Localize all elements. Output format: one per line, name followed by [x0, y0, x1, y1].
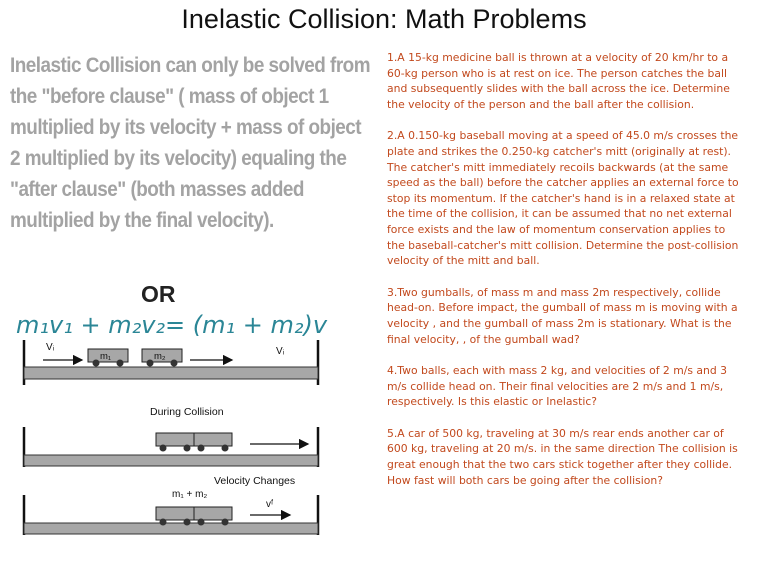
- wheel: [147, 360, 154, 367]
- problem-item: 4.Two balls, each with mass 2 kg, and velocities of 2 m/s and 3 m/s collide head on. Their final velocities are 2 m/s and 1 m/s, respectively. Is this elastic or Inelastic?: [387, 364, 728, 409]
- wheel: [222, 445, 229, 452]
- wheel: [198, 445, 205, 452]
- wheel: [184, 519, 191, 526]
- velocity-changes-label: Velocity Changes: [214, 475, 296, 487]
- cart-m2: [194, 507, 232, 520]
- vi-left-label: Vᵢ: [46, 342, 55, 353]
- during-collision-panel: [24, 427, 318, 467]
- vi-right-label: Vᵢ: [276, 346, 285, 357]
- m1-label: m₁: [100, 351, 112, 362]
- during-collision-label: During Collision: [150, 406, 224, 418]
- problem-item: 1.A 15-kg medicine ball is thrown at a velocity of 20 km/hr to a 60-kg person who is at rest on ice. The person catches the ball and subsequently slides with the ball across the ice. Determine the velocity of the person and the ball after the collision.: [387, 51, 730, 111]
- wheel: [184, 445, 191, 452]
- wheel: [93, 360, 100, 367]
- intro-text: Inelastic Collision can only be solved from the "before clause" ( mass of object 1 multiplied by its velocity + mass of object 2 multiplied by its velocity) equaling the "after clause" (both masses added multiplied by the final velocity).: [10, 53, 371, 232]
- page-title: Inelastic Collision: Math Problems: [181, 4, 587, 34]
- vf-label: vᶠ: [266, 499, 274, 510]
- cart-m1: [156, 507, 194, 520]
- problem-item: 2.A 0.150-kg baseball moving at a speed of 45.0 m/s crosses the plate and strikes the 0.250-kg catcher's mitt (originally at rest). The catcher's mitt immediately recoils backwards (at the same speed as the ball) before the catcher applies an external force to stop its momentum. If the catcher's hand is in a relaxed state at the time of the collision, it can be assumed that no net external force exists and the law of momentum conservation applies to the baseball-catcher's mitt collision. Determine the post-collision velocity of the mitt and ball.: [387, 129, 739, 268]
- wheel: [222, 519, 229, 526]
- collision-diagram: [0, 335, 330, 561]
- track: [24, 523, 318, 534]
- problem-item: 5.A car of 500 kg, traveling at 30 m/s rear ends another car of 600 kg, traveling at 20 m/s. in the same direction The collision is great enough that the two cars stick together after they collide. How fast will both cars be going after the collision?: [387, 426, 738, 487]
- or-label: OR: [141, 281, 176, 307]
- problem-list: [387, 50, 743, 504]
- after-collision-panel: [24, 489, 318, 535]
- wheel: [117, 360, 124, 367]
- wheel: [198, 519, 205, 526]
- wheel: [171, 360, 178, 367]
- cart-m1: [156, 433, 194, 446]
- momentum-formula: m₁v₁ + m₂v₂= (m₁ + m₂)v: [16, 311, 328, 339]
- before-collision-panel: [24, 340, 318, 385]
- wheel: [160, 519, 167, 526]
- wheel: [160, 445, 167, 452]
- cart-m2: [194, 433, 232, 446]
- combined-mass-label: m₁ + m₂: [172, 489, 208, 500]
- m2-label: m₂: [154, 351, 166, 362]
- problem-item: 3.Two gumballs, of mass m and mass 2m respectively, collide head-on. Before impact, the gumball of mass m is moving with a velocity , and the gumball of mass 2m is stationary. What is the final velocity, , of the gumball wad?: [387, 285, 738, 346]
- track: [24, 455, 318, 466]
- track: [24, 367, 318, 379]
